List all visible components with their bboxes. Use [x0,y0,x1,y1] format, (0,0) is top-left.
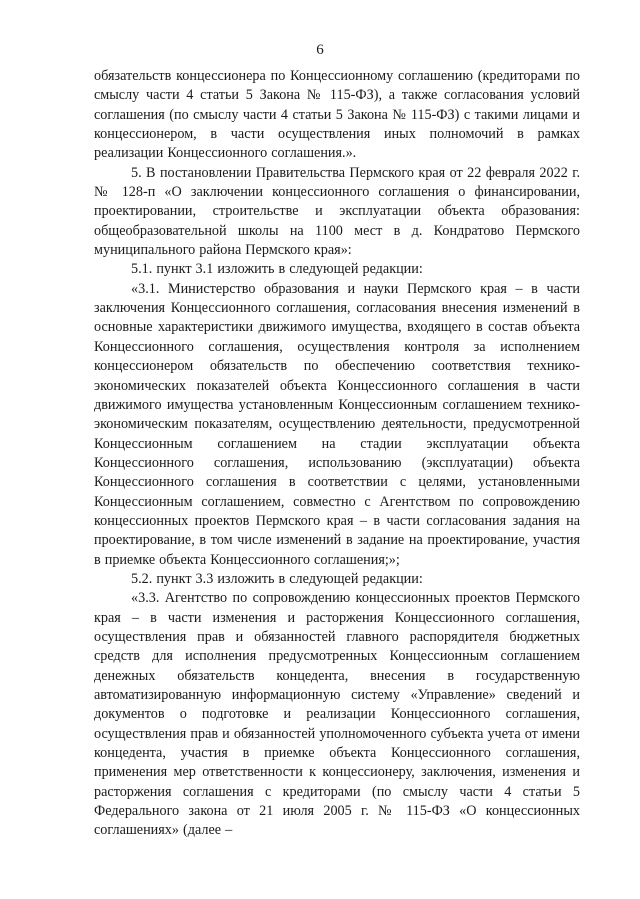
paragraph-clause-3-1: «3.1. Министерство образования и науки Пермского края – в части заключения Концессионного соглашения, согласования внесения изменений в основные характеристики движимого имущества, входящего в состав объекта Концессионного соглашения, осуществления контроля за исполнением концессионером обязательств по обеспечению соответствия технико-экономических показателей объекта Концессионного соглашения в части движимого имущества установленным Концессионным соглашением технико-экономическим показателям, осуществлению деятельности, предусмотренной Концессионным соглашением на стадии эксплуатации объекта Концессионного соглашения, использованию (эксплуатации) объекта Концессионного соглашения в соответствии с целями, установленными Концессионным соглашением, совместно с Агентством по сопровождению концессионных проектов Пермского края – в части согласования задания на проектирование, в том числе изменений в задание на проектирование, участия в приемке объекта Концессионного соглашения;»; [94,280,580,568]
paragraph-continuation: обязательств концессионера по Концессионному соглашению (кредиторами по смыслу части 4 статьи 5 Закона № 115-ФЗ), а также согласования условий соглашения (по смыслу части 4 статьи 5 Закона № 115-ФЗ) с такими лицами и концессионером, в части осуществления иных полномочий в рамках реализации Концессионного соглашения.». [94,68,580,162]
paragraph-item-5-2: 5.2. пункт 3.3 изложить в следующей редакции: [131,570,423,587]
document-body [94,67,580,841]
paragraph-item-5: 5. В постановлении Правительства Пермского края от 22 февраля 2022 г. № 128-п «О заключении концессионного соглашения о финансировании, проектировании, строительстве и эксплуатации объекта образования: общеобразовательной школы на 1100 мест в д. Кондратово Пермского муниципального района Пермского края»: [94,164,580,259]
paragraph-clause-3-3: «3.3. Агентство по сопровождению концессионных проектов Пермского края – в части изменения и расторжения Концессионного соглашения, осуществления прав и обязанностей главного распорядителя бюджетных средств для исполнения предусмотренных Концессионным соглашением денежных обязательств концедента, внесения в государственную автоматизированную информационную систему «Управление» сведений и документов о подготовке и реализации Концессионного соглашения, осуществления прав и обязанностей уполномоченного субъекта учета от имени концедента, участия в приемке объекта Концессионного соглашения, применения мер ответственности к концессионеру, заключения, изменения и расторжения соглашения с кредиторами (по смыслу части 4 статьи 5 Федерального закона от 21 июля 2005 г. № 115-ФЗ «О концессионных соглашениях» (далее – [94,590,580,839]
page-number: 6 [316,42,324,58]
paragraph-item-5-1: 5.1. пункт 3.1 изложить в следующей редакции: [131,261,423,278]
